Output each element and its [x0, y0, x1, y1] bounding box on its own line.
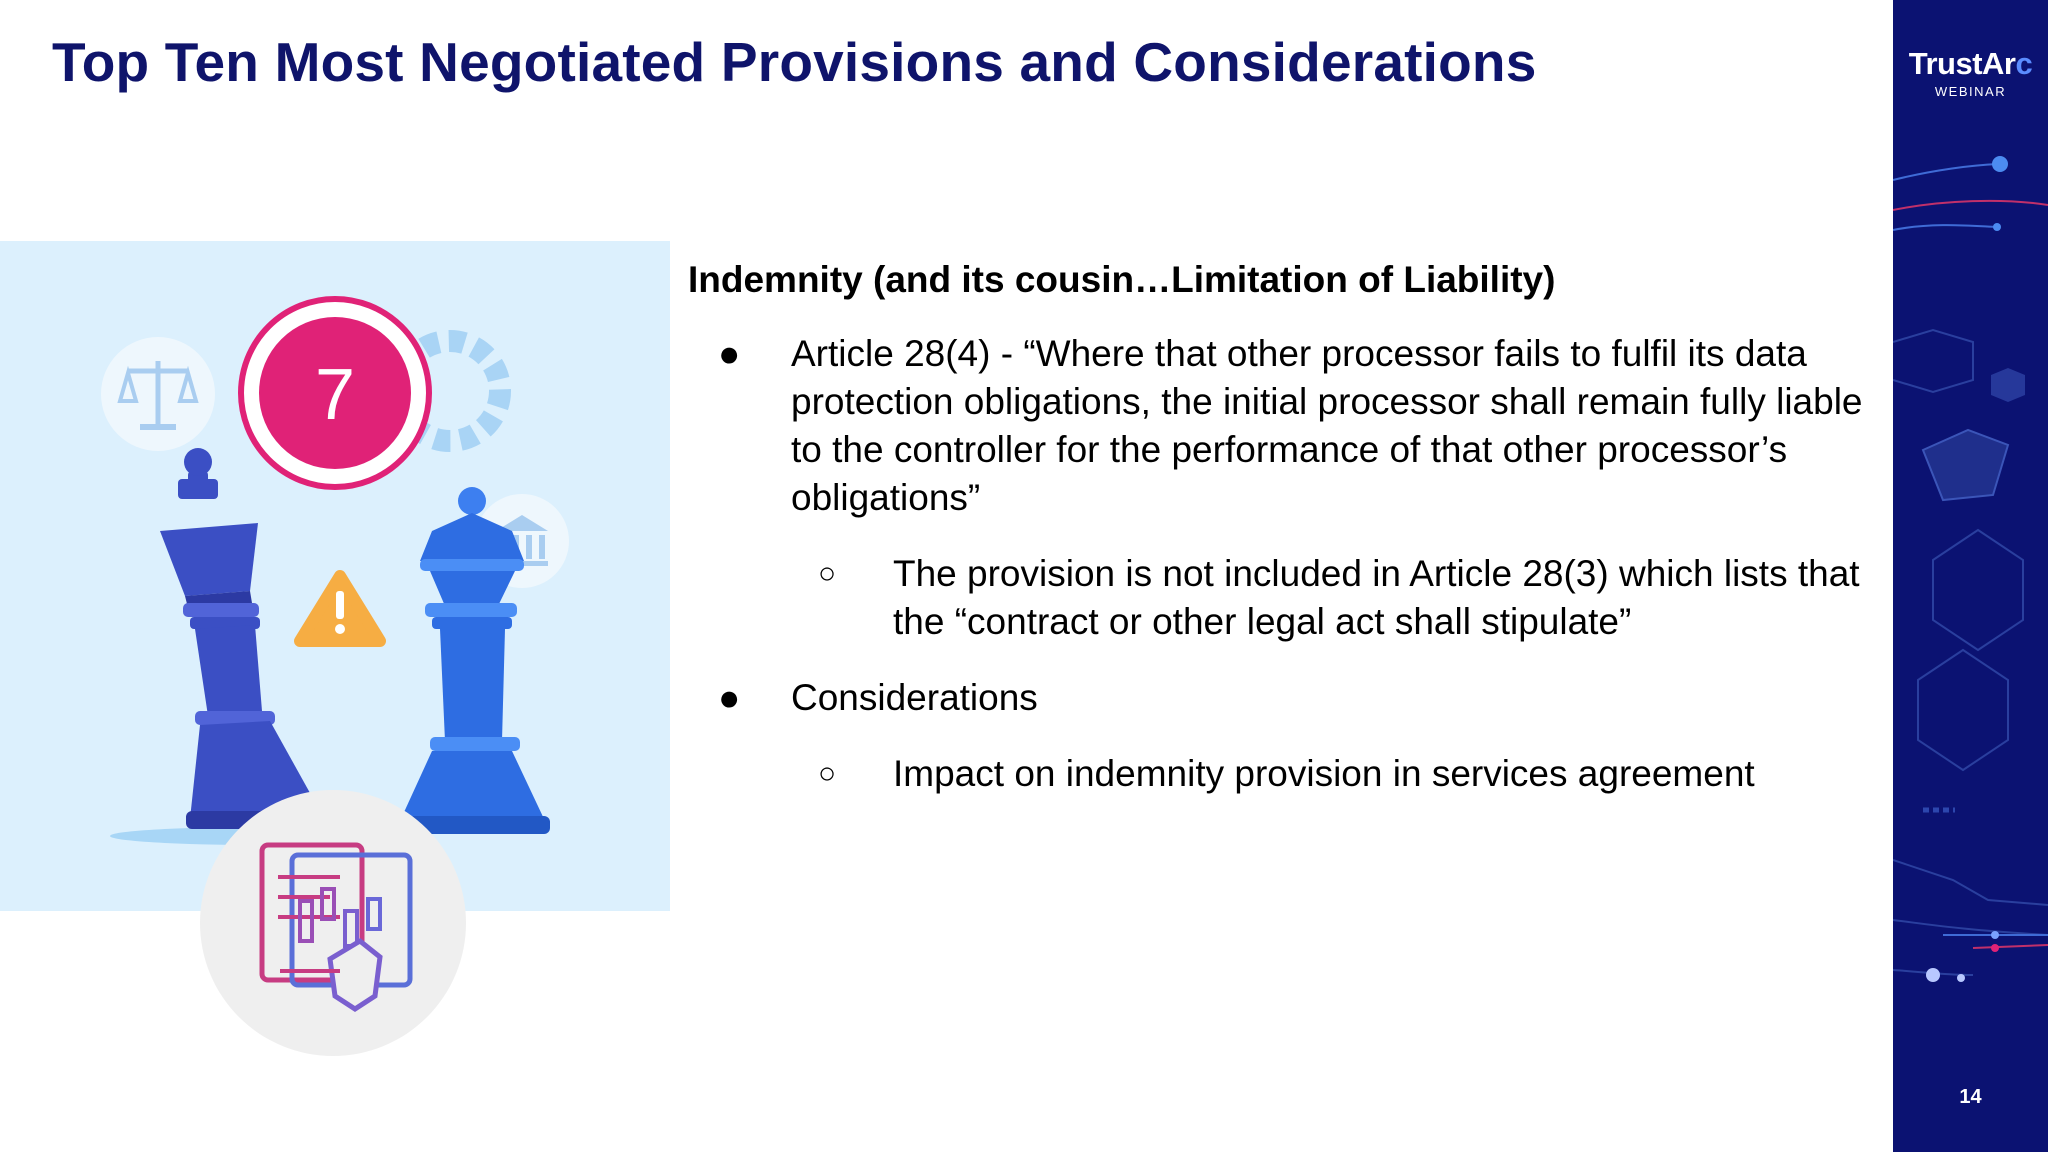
sub-bullet-item: [688, 550, 1878, 646]
bullet-item: [688, 674, 1878, 722]
logo-wordmark: TrustArc: [1908, 46, 2033, 81]
scales-icon: [101, 337, 215, 451]
logo-webinar-label: WEBINAR: [1934, 84, 2007, 99]
chess-illustration: [0, 241, 670, 1071]
sub-bullet-item: [688, 750, 1878, 798]
sub-bullet-mark: ○: [818, 757, 837, 791]
bullet-mark: ●: [718, 677, 741, 719]
bullet-text: Article 28(4) - “Where that other processor fails to fulfil its data protection obligations, the initial processor shall remain fully liable to the controller for the performance of that other processor’s obligations”: [791, 333, 1863, 519]
sub-bullet-mark: ○: [818, 557, 837, 591]
sub-bullet-text: The provision is not included in Article 28(3) which lists that the “contract or other legal act shall stipulate”: [893, 553, 1860, 643]
badge-number: 7: [314, 355, 356, 435]
brand-sidebar: [1893, 0, 2048, 1152]
bullet-text: Considerations: [791, 677, 1038, 719]
slide-content: [688, 258, 1878, 826]
bullet-item: [688, 330, 1878, 522]
section-heading: Indemnity (and its cousin…Limitation of Liability): [688, 259, 1556, 300]
trustarc-logo: [1893, 46, 2048, 99]
financial-document-icon: [200, 790, 466, 1056]
badge-circle: [241, 299, 429, 487]
page-number: 14: [1959, 1086, 1982, 1108]
circuit-pattern-decoration: [1893, 0, 2048, 1152]
slide-title: Top Ten Most Negotiated Provisions and Considerations: [52, 31, 1537, 93]
bullet-mark: ●: [718, 333, 741, 375]
sub-bullet-text: Impact on indemnity provision in services agreement: [893, 753, 1755, 795]
warning-icon: [300, 576, 380, 641]
